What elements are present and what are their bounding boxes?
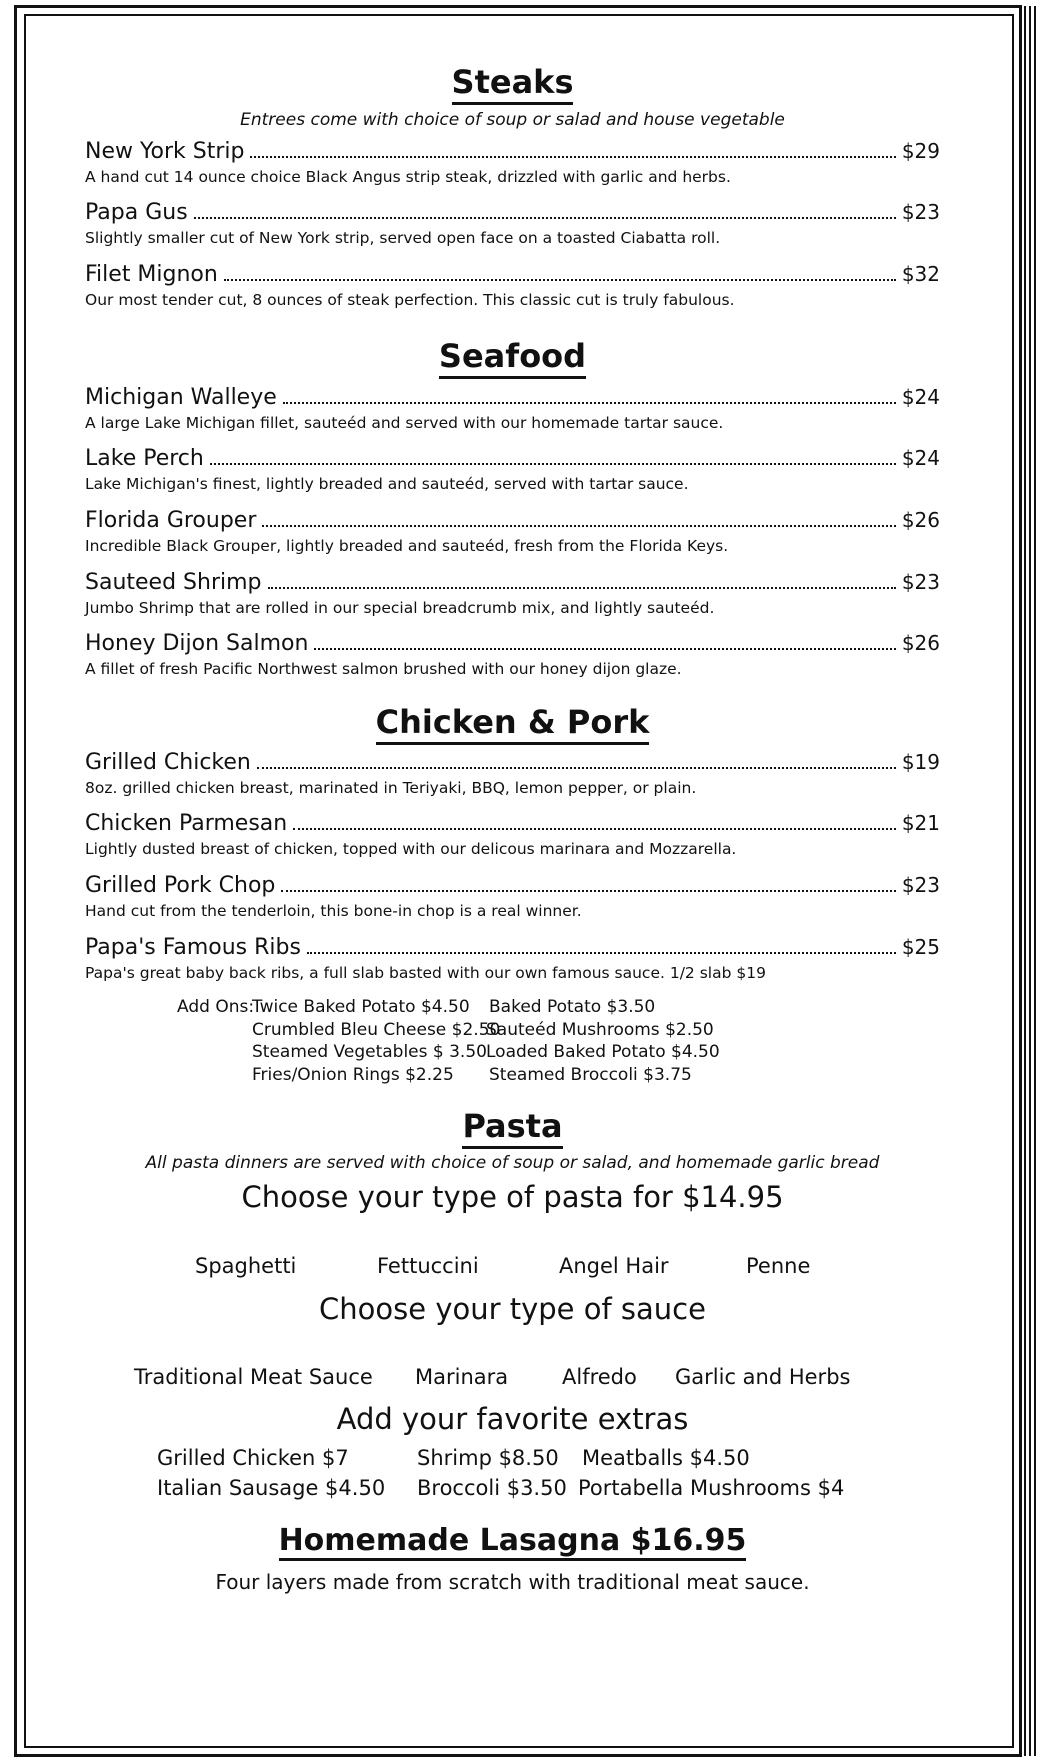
pasta-note: All pasta dinners are served with choice of soup or salad, and homemade garlic bread [145,1153,880,1173]
item-name: Papa's Famous Ribs [85,935,301,960]
item-name: Filet Mignon [85,262,218,287]
addons-label: Add Ons: [177,997,255,1017]
item-name: Sauteed Shrimp [85,570,262,595]
pasta-extra: Italian Sausage $4.50 [157,1476,386,1500]
addon-item: Fries/Onion Rings $2.25 [252,1065,454,1085]
dot-leader [283,402,896,404]
pasta-type: Angel Hair [559,1254,669,1278]
item-name: New York Strip [85,139,245,164]
item-description: A fillet of fresh Pacific Northwest salmon brushed with our honey dijon glaze. [85,660,682,678]
pasta-extra: Portabella Mushrooms $4 [578,1476,845,1500]
steaks-note: Entrees come with choice of soup or salad and house vegetable [240,110,785,130]
sauce-option: Garlic and Herbs [675,1365,851,1389]
addon-item: Twice Baked Potato $4.50 [252,997,470,1017]
pasta-extra: Broccoli $3.50 [417,1476,567,1500]
lasagna-heading: Homemade Lasagna $16.95 [85,1523,940,1558]
item-description: Papa's great baby back ribs, a full slab basted with our own famous sauce. 1/2 slab $19 [85,964,766,982]
menu-item [85,570,940,618]
item-price: $32 [901,262,940,286]
choose-sauce-heading: Choose your type of sauce [319,1292,706,1326]
border-stack-line [1029,6,1031,1756]
choose-pasta-heading: Choose your type of pasta for $14.95 [241,1180,784,1214]
dot-leader [281,890,895,892]
menu-item [85,385,940,433]
item-price: $23 [901,570,940,594]
lasagna-description: Four layers made from scratch with traditional meat sauce. [215,1570,810,1594]
item-description: Lightly dusted breast of chicken, topped with our delicous marinara and Mozzarella. [85,840,737,858]
dot-leader [250,156,895,158]
item-price: $23 [901,200,940,224]
sauce-option: Alfredo [562,1365,637,1389]
item-price: $24 [901,446,940,470]
addon-item: Baked Potato $3.50 [489,997,656,1017]
chicken-pork-heading: Chicken & Pork [85,702,940,742]
item-price: $24 [901,385,940,409]
item-name: Grilled Chicken [85,750,251,775]
item-description: Incredible Black Grouper, lightly breaded and sauteéd, fresh from the Florida Keys. [85,537,729,555]
pasta-type: Spaghetti [195,1254,297,1278]
menu-item [85,262,940,310]
item-description: A large Lake Michigan fillet, sauteéd and served with our homemade tartar sauce. [85,414,724,432]
border-stack-line [1034,6,1036,1756]
item-price: $25 [901,935,940,959]
item-price: $21 [901,811,940,835]
dot-leader [194,217,896,219]
menu-item [85,935,940,983]
item-description: A hand cut 14 ounce choice Black Angus strip steak, drizzled with garlic and herbs. [85,168,731,186]
sauce-option: Marinara [415,1365,509,1389]
menu-item [85,200,940,248]
item-name: Lake Perch [85,446,204,471]
item-name: Papa Gus [85,200,188,225]
item-description: Our most tender cut, 8 ounces of steak perfection. This classic cut is truly fabulous. [85,291,735,309]
dot-leader [293,828,896,830]
item-price: $19 [901,750,940,774]
menu-item [85,631,940,679]
addon-item: Crumbled Bleu Cheese $2.50 [252,1020,501,1040]
menu-item [85,446,940,494]
border-stack-line [1024,6,1026,1756]
menu-item [85,139,940,187]
item-description: 8oz. grilled chicken breast, marinated in Teriyaki, BBQ, lemon pepper, or plain. [85,779,697,797]
pasta-type: Penne [746,1254,811,1278]
addon-item: Loaded Baked Potato $4.50 [486,1042,720,1062]
seafood-heading: Seafood [85,336,940,376]
item-name: Grilled Pork Chop [85,873,276,898]
menu-item [85,750,940,798]
pasta-extra: Shrimp $8.50 [417,1446,559,1470]
dot-leader [307,952,896,954]
dot-leader [224,279,896,281]
addon-item: Sauteéd Mushrooms $2.50 [486,1020,714,1040]
pasta-heading: Pasta [85,1106,940,1146]
item-name: Honey Dijon Salmon [85,631,309,656]
steaks-heading: Steaks [85,62,940,102]
pasta-extra: Meatballs $4.50 [582,1446,750,1470]
item-description: Jumbo Shrimp that are rolled in our special breadcrumb mix, and lightly sauteéd. [85,599,715,617]
item-name: Michigan Walleye [85,385,277,410]
item-price: $29 [901,139,940,163]
item-price: $23 [901,873,940,897]
sauce-option: Traditional Meat Sauce [134,1365,373,1389]
extras-heading: Add your favorite extras [336,1402,689,1436]
item-description: Lake Michigan's finest, lightly breaded and sauteéd, served with tartar sauce. [85,475,689,493]
menu-item [85,508,940,556]
pasta-extra: Grilled Chicken $7 [157,1446,349,1470]
item-name: Florida Grouper [85,508,257,533]
item-price: $26 [901,508,940,532]
item-name: Chicken Parmesan [85,811,288,836]
pasta-type: Fettuccini [377,1254,479,1278]
dot-leader [257,767,896,769]
item-description: Hand cut from the tenderloin, this bone-in chop is a real winner. [85,902,582,920]
dot-leader [210,463,896,465]
addon-item: Steamed Broccoli $3.75 [489,1065,692,1085]
dot-leader [268,587,896,589]
dot-leader [262,525,895,527]
item-description: Slightly smaller cut of New York strip, served open face on a toasted Ciabatta roll. [85,229,721,247]
addon-item: Steamed Vegetables $ 3.50 [252,1042,487,1062]
item-price: $26 [901,631,940,655]
menu-item [85,873,940,921]
menu-item [85,811,940,859]
dot-leader [314,648,895,650]
